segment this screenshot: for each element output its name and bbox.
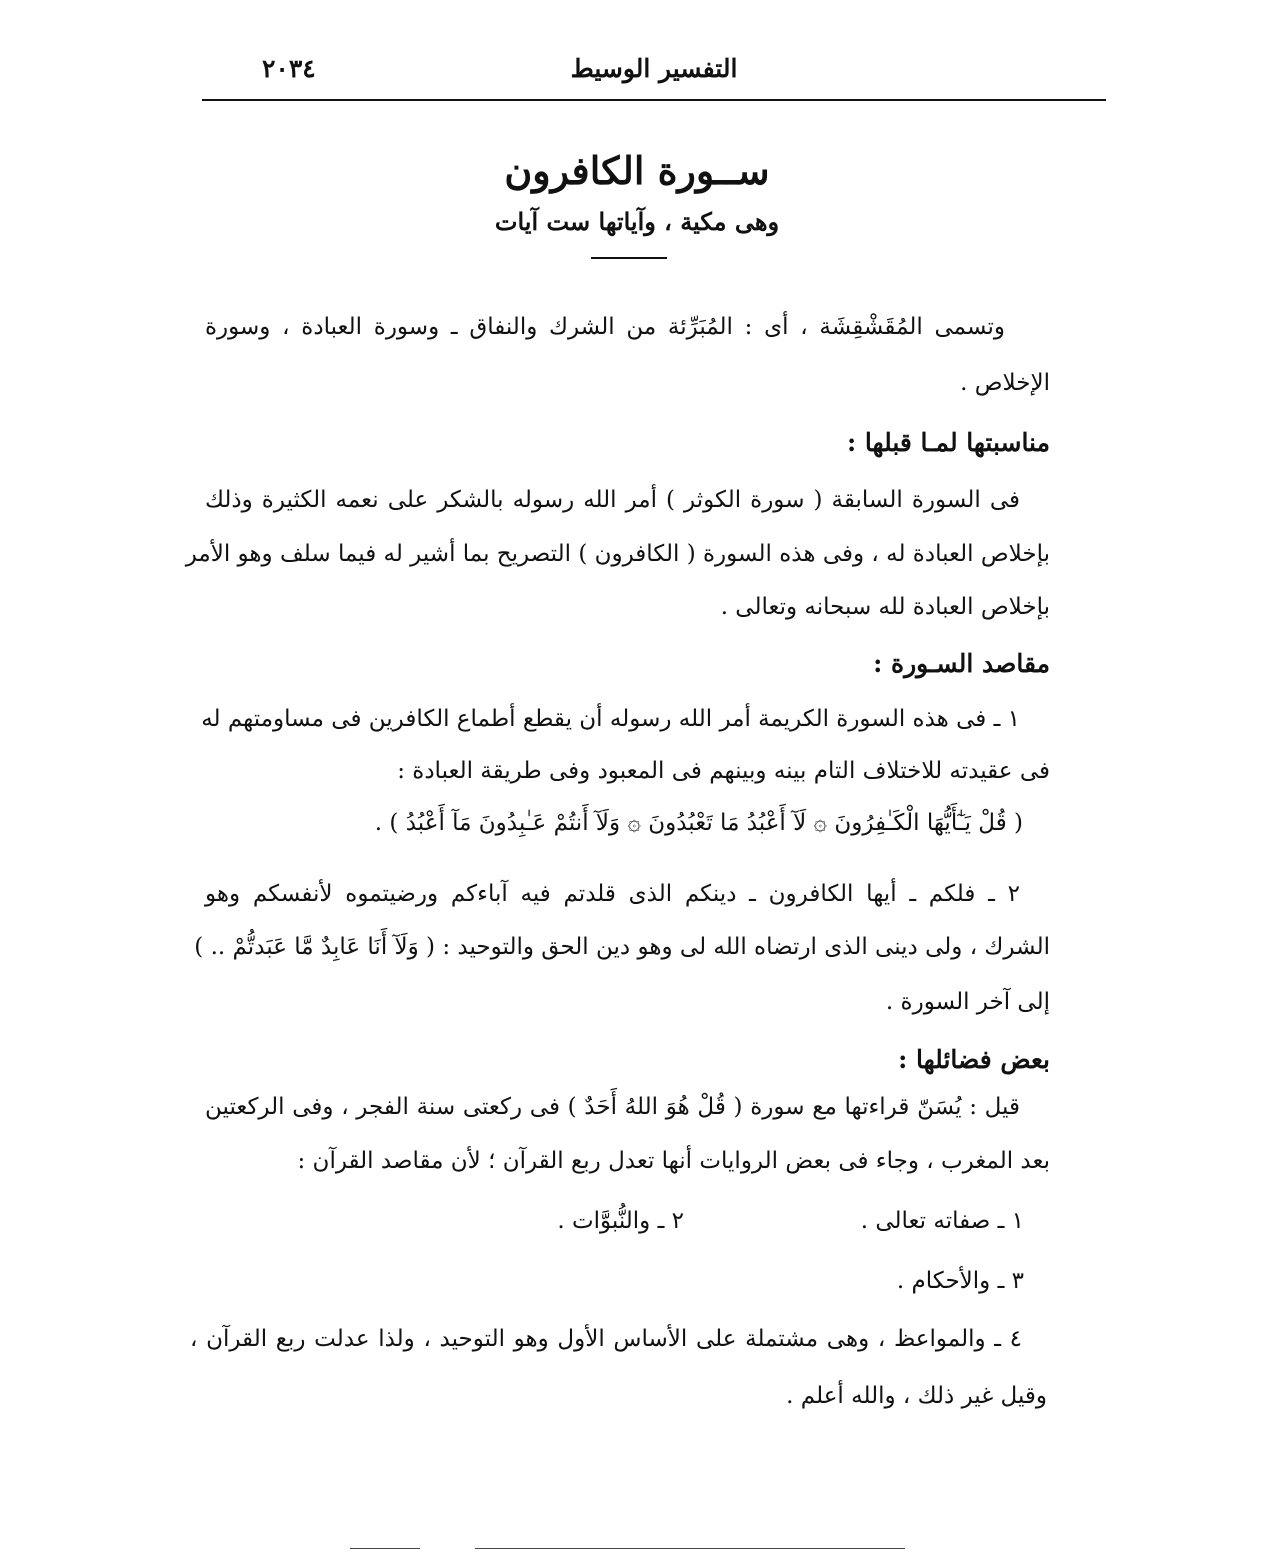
paragraph-line: فى عقيدته للاختلاف التام بينه وبينهم فى المعبود وفى طريقة العبادة : (397, 758, 1050, 784)
running-title: التفسير الوسيط (570, 54, 738, 83)
intro-line: الإخلاص . (960, 370, 1050, 396)
paragraph-line: بإخلاص العبادة له ، وفى هذه السورة ( الكافرون ) التصريح بما أشير له فيما سلف وهو الأمر (185, 541, 1050, 567)
surah-subtitle: وهى مكية ، وآياتها ست آيات (494, 207, 780, 236)
list-point: ٤ ـ والمواعظ ، وهى مشتملة على الأساس الأول وهو التوحيد ، ولذا عدلت ربع القرآن ، (190, 1326, 1022, 1352)
list-point: ١ ـ صفاته تعالى . (860, 1208, 1024, 1234)
section-heading: بعض فضائلها : (898, 1045, 1050, 1074)
quran-verse-line: ( قُلْ يَـٰٓأَيُّهَا الْكَـٰفِرُونَ ۞ لَآ أَعْبُدُ مَا تَعْبُدُونَ ۞ وَلَآ أَنتُمْ عَـٰبِدُونَ مَآ أَعْبُدُ ) . (374, 810, 1023, 836)
paragraph-line: فى السورة السابقة ( سورة الكوثر ) أمر الله رسوله بالشكر على نعمه الكثيرة وذلك (205, 487, 1020, 513)
paragraph-line: ١ ـ فى هذه السورة الكريمة أمر الله رسوله أن يقطع أطماع الكافرين فى مساومتهم له (201, 706, 1020, 732)
list-point: ٢ ـ والنُّبوَّات . (557, 1208, 684, 1234)
paragraph-line: الشرك ، ولى دينى الذى ارتضاه الله لى وهو دين الحق والتوحيد : ( وَلَآ أَنَا عَابِدٌ مَّا عَبَدتُّمْ .. ) (194, 934, 1050, 960)
section-heading: مقاصد السـورة : (873, 649, 1050, 678)
title-rule (591, 257, 667, 259)
footer-rule (475, 1548, 905, 1549)
list-point: ٣ ـ والأحكام . (896, 1268, 1024, 1294)
surah-title: ســورة الكافرون (504, 148, 770, 193)
list-point-continuation: وقيل غير ذلك ، والله أعلم . (786, 1383, 1047, 1409)
paragraph-line: بإخلاص العبادة لله سبحانه وتعالى . (720, 594, 1050, 620)
paragraph-line: ٢ ـ فلكم ـ أيها الكافرون ـ دينكم الذى قلدتم فيه آباءكم ورضيتموه لأنفسكم وهو (205, 881, 1020, 907)
intro-line: وتسمى المُقَشْقِشَة ، أى : المُبَرِّئة من الشرك والنفاق ـ وسورة العبادة ، وسورة (205, 314, 1005, 340)
paragraph-line: بعد المغرب ، وجاء فى بعض الروايات أنها تعدل ربع القرآن ؛ لأن مقاصد القرآن : (297, 1148, 1050, 1174)
footer-rule (350, 1548, 420, 1549)
section-heading: مناسبتها لمـا قبلها : (847, 428, 1050, 457)
header-rule (202, 99, 1106, 101)
paragraph-line: قيل : يُسَنّ قراءتها مع سورة ( قُلْ هُوَ اللهُ أَحَدٌ ) فى ركعتى سنة الفجر ، وفى الركعتين (205, 1094, 1020, 1120)
paragraph-line: إلى آخر السورة . (885, 989, 1050, 1015)
page-number: ٢٠٣٤ (262, 54, 316, 83)
